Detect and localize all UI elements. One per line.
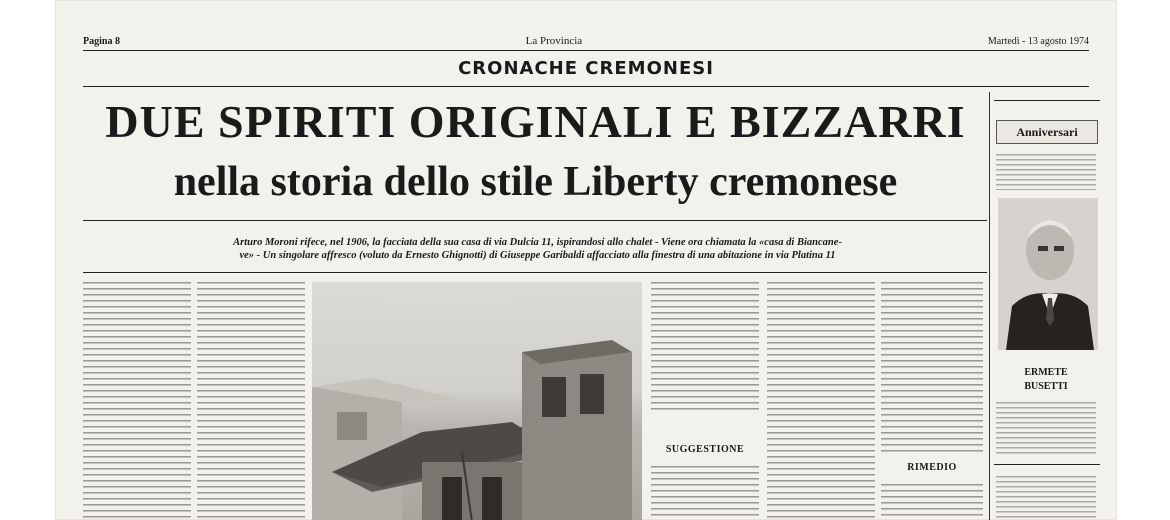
text-column-3b <box>651 466 759 520</box>
text-column-5b <box>881 484 983 520</box>
text-column-3 <box>651 282 759 412</box>
person-last-name: BUSETTI <box>1024 381 1068 392</box>
subhead-line-1: Arturo Moroni rifece, nel 1906, la facciata della sua casa di via Dulcia 11, ispirandosi allo chalet - Viene ora chiamata la «casa di Biancane- <box>233 237 842 248</box>
anniversari-sidebar <box>989 92 1100 520</box>
portrait-drawing <box>998 198 1098 350</box>
masthead <box>83 34 1089 48</box>
sidebar-title: Anniversari <box>996 120 1098 144</box>
subtitle-rimedio: RIMEDIO <box>881 462 983 473</box>
building-photo <box>312 282 642 520</box>
headline-main: DUE SPIRITI ORIGINALI E BIZZARRI <box>105 96 966 147</box>
text-column-4 <box>767 282 875 520</box>
issue-date: Martedì - 13 agosto 1974 <box>987 35 1089 47</box>
sidebar-text-bottom <box>996 402 1096 454</box>
sidebar-text-next <box>996 476 1096 520</box>
headline-secondary: nella storia dello stile Liberty cremonese <box>173 159 898 205</box>
sidebar-rule <box>994 100 1100 101</box>
headline-rule <box>83 220 987 221</box>
person-name <box>996 366 1096 394</box>
person-first-name: ERMETE <box>1024 367 1068 378</box>
section-title: CRONACHE CREMONESI <box>458 58 714 79</box>
text-column-1 <box>83 282 191 520</box>
text-column-2 <box>197 282 305 520</box>
subtitle-suggestione: SUGGESTIONE <box>651 444 759 455</box>
subhead-line-2: ve» - Un singolare affresco (voluto da Ernesto Ghignotti) di Giuseppe Garibaldi affacciato alla finestra di una abitazione in via Platina 11 <box>239 250 836 261</box>
text-column-5 <box>881 282 983 452</box>
sidebar-text-top <box>996 154 1096 190</box>
subhead-rule <box>83 272 987 273</box>
section-rule <box>83 86 1089 87</box>
masthead-rule <box>83 50 1089 51</box>
article-subhead <box>95 236 980 262</box>
page-number: Pagina 8 <box>83 35 120 47</box>
newspaper-page <box>55 0 1117 520</box>
portrait-photo <box>998 198 1098 350</box>
paper-name: La Provincia <box>525 35 583 47</box>
photo-drawing <box>312 282 642 520</box>
sidebar-rule-2 <box>994 464 1100 465</box>
